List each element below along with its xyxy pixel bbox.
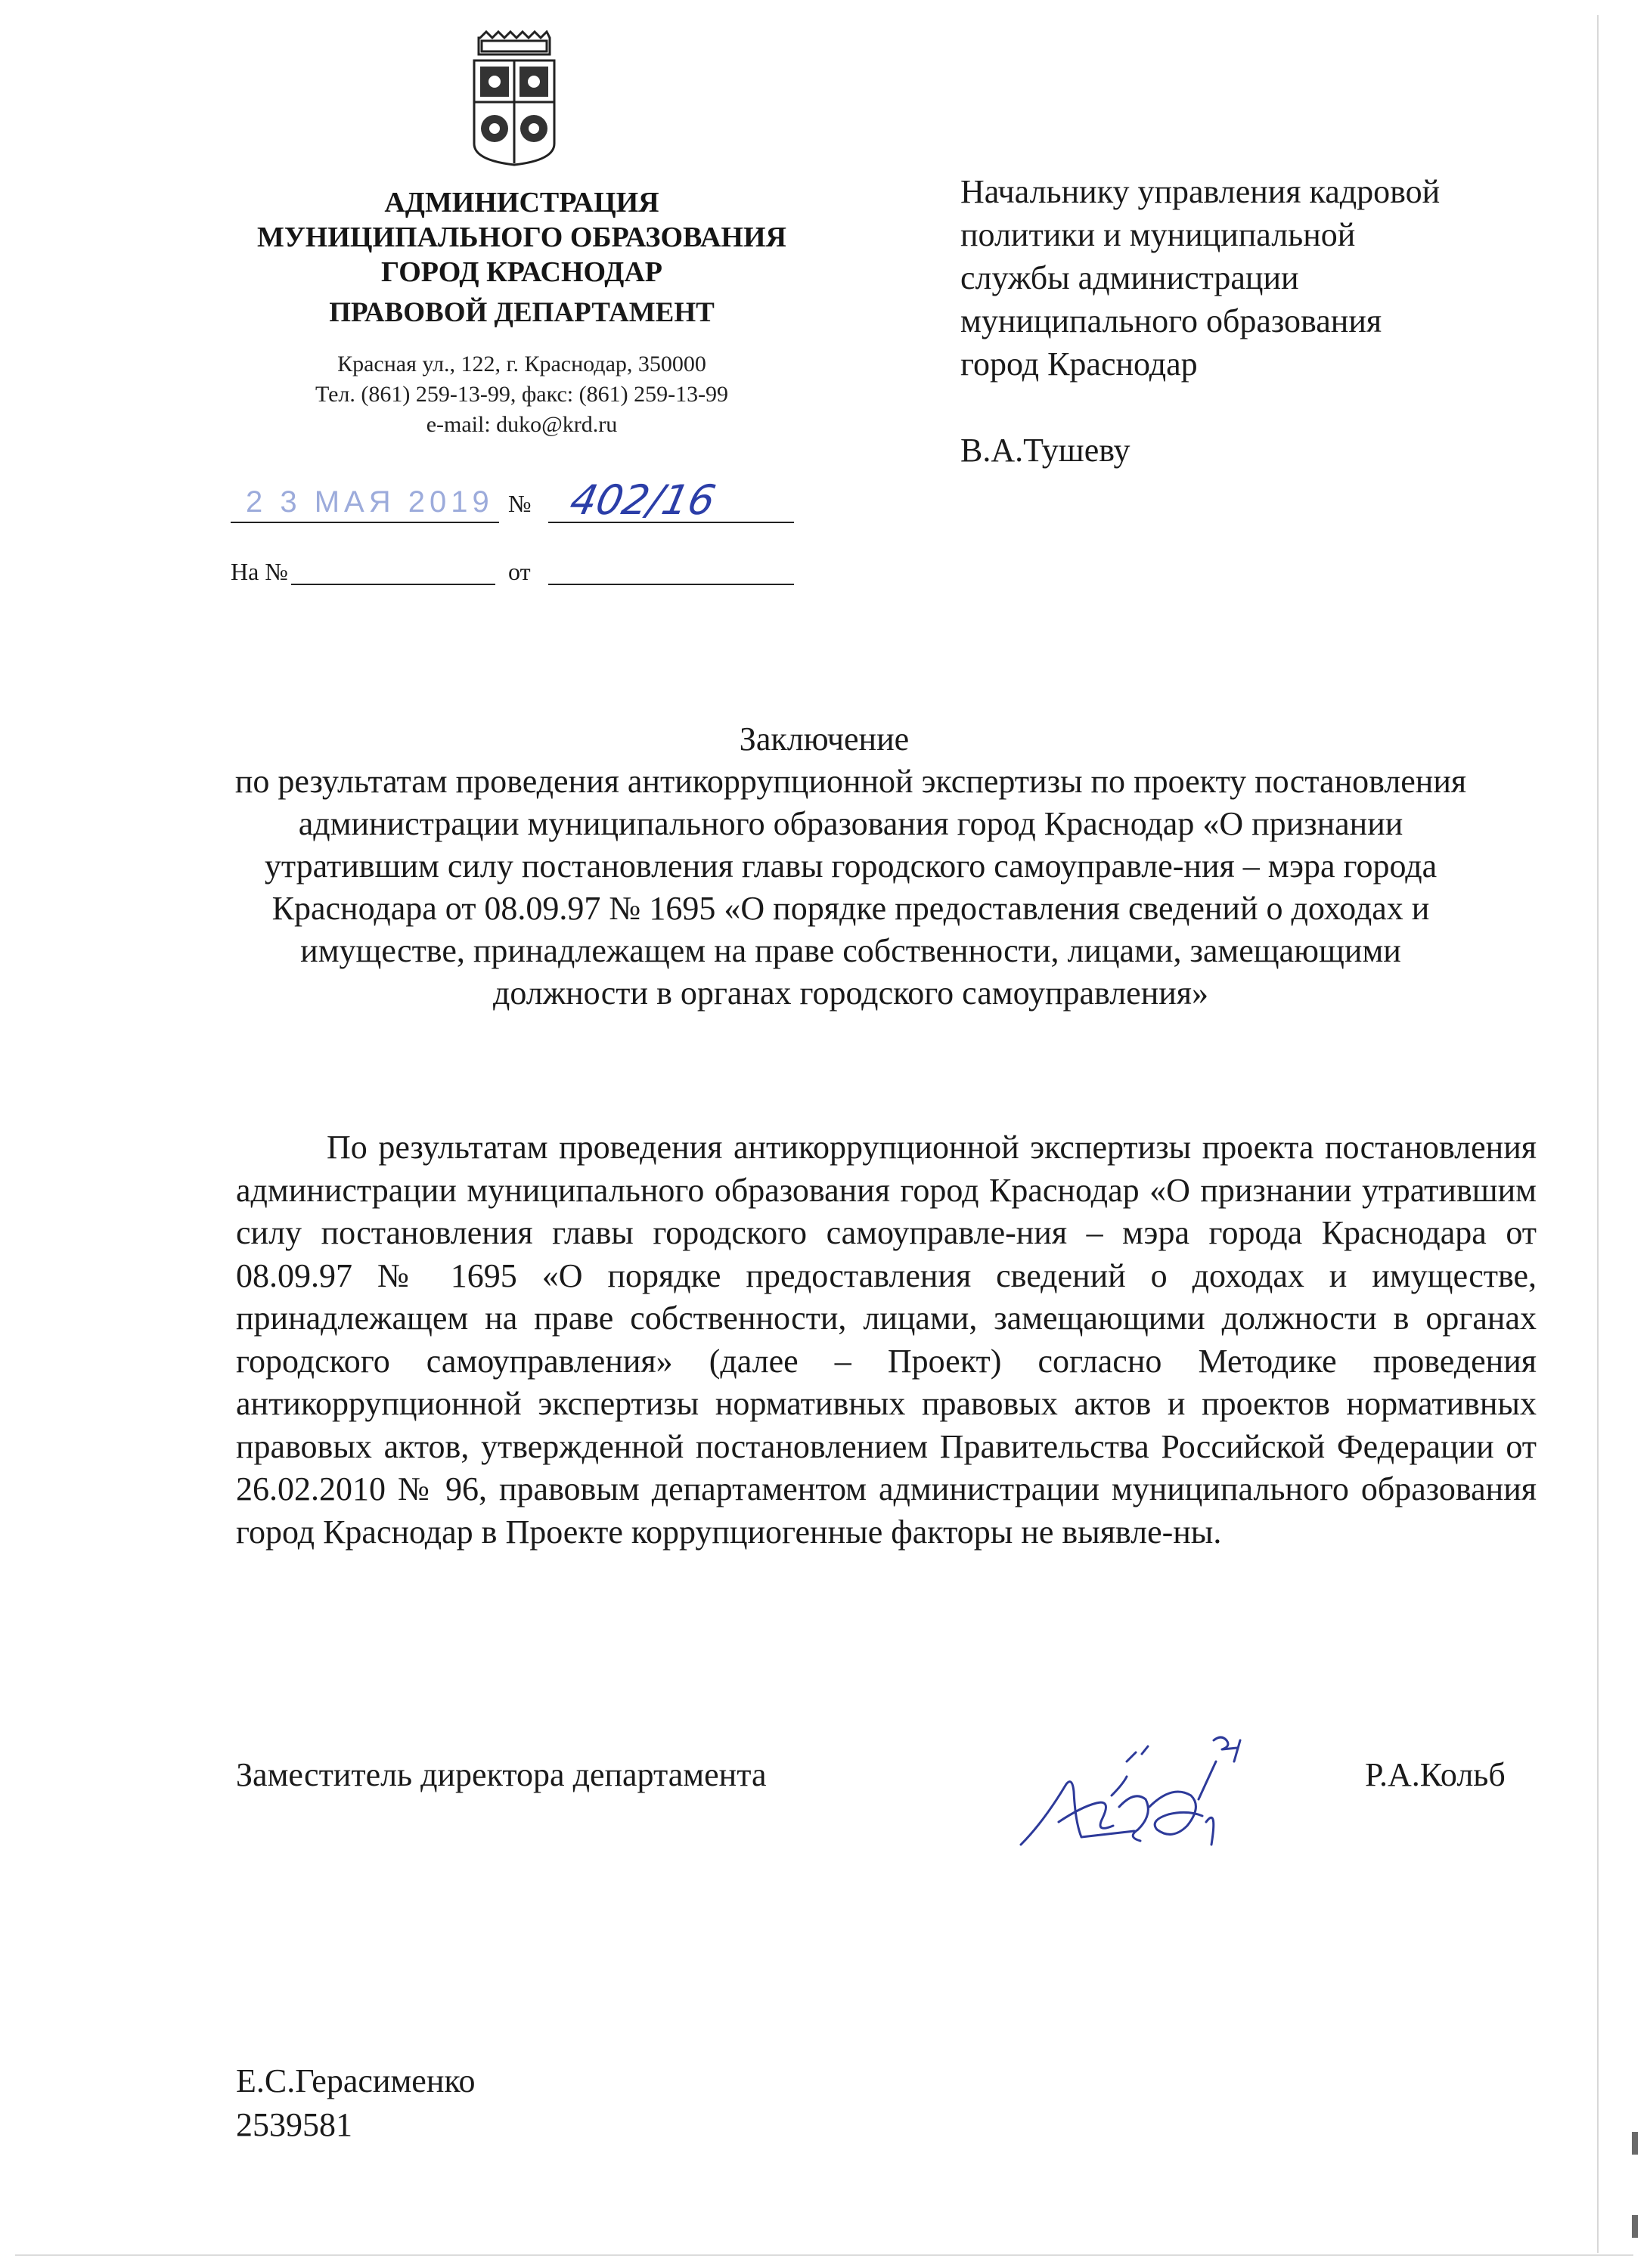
reply-to-label: На № [231, 558, 288, 585]
document-subject: по результатам проведения антикоррупционной экспертизы по проекту постановления администрации муниципального образования город Краснодар «О признании утратившим силу постановления главы городского самоуправле-ния – мэра города Краснодара от 08.09.97 № 1695 «О порядке предоставления сведений о доходах и имуществе, принадлежащем на праве собственности, лицами, замещающими должности в органах городского самоуправления» [234, 763, 1467, 1012]
scan-edge-bottom [15, 2254, 1633, 2256]
coat-of-arms-icon [465, 30, 563, 166]
org-line: ГОРОД КРАСНОДАР [380, 256, 662, 288]
addressee-line: политики и муниципальной [960, 216, 1356, 253]
addressee-line: Начальнику управления кадровой [960, 173, 1441, 210]
body-paragraph: По результатам проведения антикоррупционной экспертизы проекта постановления администрации муниципального образования город Краснодар «О признании утратившим силу постановления главы городского самоуправле-ния – мэра города Краснодара от 08.09.97 № 1695 «О порядке предоставления сведений о доходах и имуществе, принадлежащем на праве собственности, лицами, замещающими должности в органах городского самоуправления» (далее – Проект) согласно Методике проведения антикоррупционной экспертизы нормативных правовых актов и проектов нормативных правовых актов, утвержденной постановлением Правительства Российской Федерации от 26.02.2010 № 96, правовым департаментом администрации муниципального образования город Краснодар в Проекте коррупциогенные факторы не выявле-ны. [236, 1129, 1537, 1551]
addressee-line: муниципального образования [960, 302, 1382, 339]
scan-mark [1632, 2215, 1638, 2238]
reply-from-field [548, 552, 794, 585]
department-name: ПРАВОВОЙ ДЕПАРТАМЕНТ [329, 297, 715, 328]
handwritten-signature [1013, 1731, 1286, 1875]
org-line: МУНИЦИПАЛЬНОГО ОБРАЗОВАНИЯ [257, 222, 786, 253]
executor-phone: 2539581 [236, 2106, 352, 2143]
scan-mark [1632, 2132, 1638, 2155]
document-title: Заключение [739, 720, 910, 758]
scan-edge-right [1597, 15, 1599, 2253]
addressee-block [960, 170, 1565, 386]
addressee-name: В.А.Тушеву [960, 432, 1130, 469]
registration-number-label: № [508, 490, 532, 517]
organization-contacts [212, 349, 832, 440]
addressee-line: службы администрации [960, 259, 1299, 296]
phone-fax: Тел. (861) 259-13-99, факс: (861) 259-13-99 [315, 382, 729, 407]
registration-date-field [231, 484, 499, 523]
organization-name [212, 185, 832, 290]
addressee-line: город Краснодар [960, 345, 1198, 383]
org-line: АДМИНИСТРАЦИЯ [384, 187, 659, 218]
reply-from-label: от [508, 558, 531, 585]
email: e-mail: duko@krd.ru [426, 412, 618, 437]
executor-name: Е.С.Герасименко [236, 2062, 476, 2099]
registration-number-field [548, 476, 794, 524]
reply-to-field [291, 552, 495, 585]
signatory-position: Заместитель директора департамента [236, 1756, 767, 1793]
signatory-name: Р.А.Кольб [1365, 1756, 1506, 1793]
date-stamp: 2 3 МАЯ 2019 [246, 485, 494, 519]
registration-number-value: 402/16 [566, 476, 720, 524]
address: Красная ул., 122, г. Краснодар, 350000 [337, 352, 706, 376]
